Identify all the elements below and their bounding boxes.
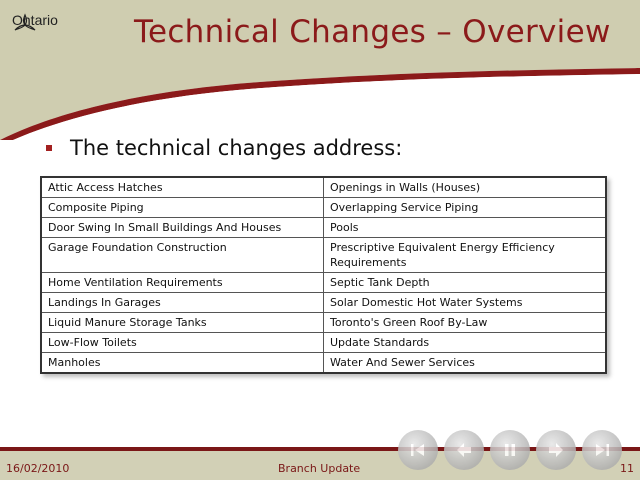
previous-slide-icon (453, 439, 475, 461)
table-cell-left: Home Ventilation Requirements (41, 273, 324, 293)
table-cell-right: Septic Tank Depth (324, 273, 607, 293)
table-cell-left: Door Swing In Small Buildings And Houses (41, 218, 324, 238)
bullet-text: The technical changes address: (70, 136, 403, 160)
first-slide-button[interactable] (398, 430, 438, 470)
table-cell-right: Water And Sewer Services (324, 353, 607, 374)
table-cell-right: Toronto's Green Roof By-Law (324, 313, 607, 333)
table-row (41, 273, 606, 293)
ontario-logo (12, 12, 58, 28)
table-cell-right: Prescriptive Equivalent Energy Efficiency Requirements (324, 238, 607, 273)
table-row (41, 218, 606, 238)
table-cell-right: Openings in Walls (Houses) (324, 177, 607, 198)
table-cell-right: Overlapping Service Piping (324, 198, 607, 218)
pause-icon (499, 439, 521, 461)
table-row (41, 313, 606, 333)
trillium-icon (12, 12, 38, 38)
last-slide-button[interactable] (582, 430, 622, 470)
bullet-item (46, 136, 402, 160)
pause-button[interactable] (490, 430, 530, 470)
next-slide-icon (545, 439, 567, 461)
table-row (41, 293, 606, 313)
changes-table-container (40, 176, 607, 374)
next-slide-button[interactable] (536, 430, 576, 470)
logo-text: Ontario (12, 12, 58, 28)
table-row (41, 333, 606, 353)
footer-date: 16/02/2010 (6, 462, 70, 475)
table-cell-left: Low-Flow Toilets (41, 333, 324, 353)
slide-number: 11 (620, 462, 634, 475)
table-cell-right: Solar Domestic Hot Water Systems (324, 293, 607, 313)
table-row (41, 353, 606, 374)
slide-header (0, 0, 640, 140)
table-cell-left: Garage Foundation Construction (41, 238, 324, 273)
footer-title: Branch Update (278, 462, 361, 475)
table-cell-left: Composite Piping (41, 198, 324, 218)
table-row (41, 198, 606, 218)
table-row (41, 238, 606, 273)
table-cell-left: Landings In Garages (41, 293, 324, 313)
changes-table (40, 176, 607, 374)
slide-navigation (398, 430, 622, 470)
table-cell-left: Attic Access Hatches (41, 177, 324, 198)
table-cell-left: Manholes (41, 353, 324, 374)
last-slide-icon (591, 439, 613, 461)
table-row (41, 177, 606, 198)
slide-title: Technical Changes – Overview (134, 14, 611, 50)
table-cell-right: Update Standards (324, 333, 607, 353)
previous-slide-button[interactable] (444, 430, 484, 470)
changes-table-body (41, 177, 606, 373)
table-cell-right: Pools (324, 218, 607, 238)
bullet-marker (46, 145, 52, 151)
table-cell-left: Liquid Manure Storage Tanks (41, 313, 324, 333)
first-slide-icon (407, 439, 429, 461)
